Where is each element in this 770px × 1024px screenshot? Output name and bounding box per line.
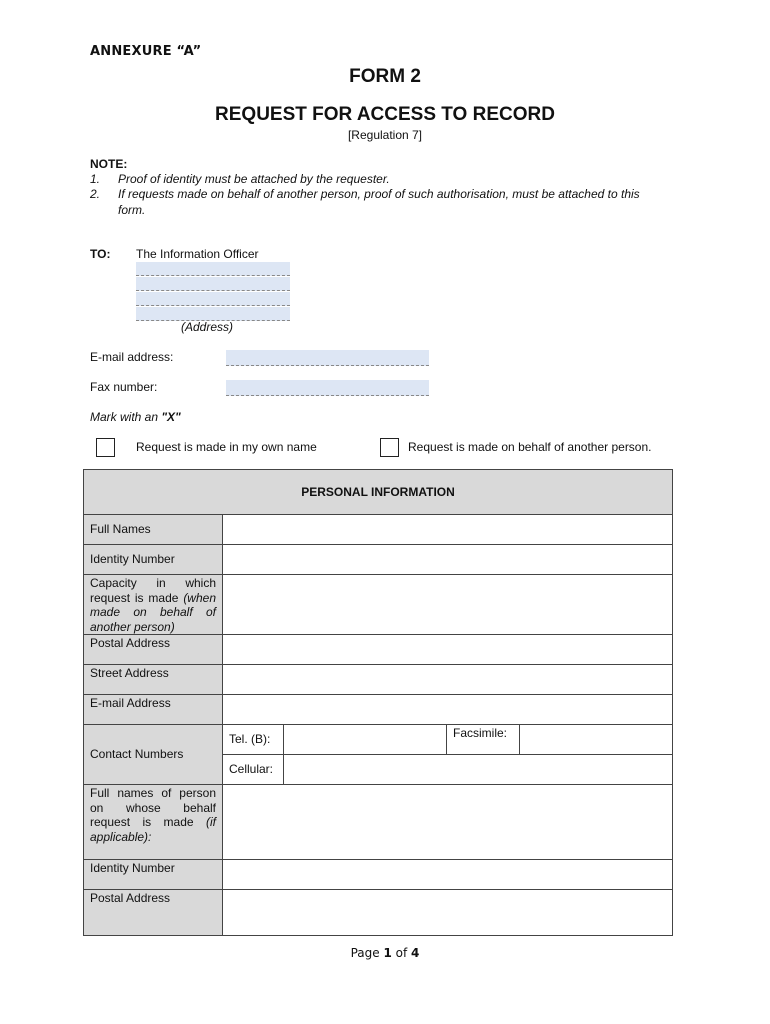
form-number: FORM 2: [349, 66, 421, 87]
capacity-label: [84, 575, 223, 635]
street-address-label: Street Address: [84, 665, 223, 695]
page-total: 4: [411, 946, 420, 960]
note-number: 1.: [90, 172, 101, 186]
own-name-checkbox[interactable]: [96, 438, 115, 457]
personal-information-table: [83, 469, 673, 936]
to-label: TO:: [90, 247, 111, 261]
postal-address-input[interactable]: [223, 635, 673, 665]
page-title: REQUEST FOR ACCESS TO RECORD: [215, 104, 555, 125]
street-address-input[interactable]: [223, 665, 673, 695]
fax-label: Fax number:: [90, 380, 158, 394]
capacity-input[interactable]: [223, 575, 673, 635]
page-of: of: [391, 946, 412, 960]
behalf-names-text: Full names of person on whose behalf request is made: [90, 786, 216, 829]
identity-number-label: Identity Number: [84, 545, 223, 575]
facsimile-input[interactable]: [520, 725, 673, 755]
postal-address-2-input[interactable]: [223, 890, 673, 936]
mark-instruction: [90, 410, 181, 424]
behalf-checkbox[interactable]: [380, 438, 399, 457]
behalf-names-input[interactable]: [223, 785, 673, 860]
capacity-label-note: (when made on behalf of another person): [90, 590, 216, 634]
email-address-input[interactable]: [223, 695, 673, 725]
note-text: If requests made on behalf of another person, proof of such authorisation, must be attached to this: [118, 187, 640, 201]
fax-field[interactable]: [226, 380, 429, 396]
regulation-reference: [Regulation 7]: [347, 128, 423, 142]
page-number: 1: [383, 946, 392, 960]
note-heading: NOTE:: [90, 157, 128, 171]
page-footer: [0, 946, 770, 960]
capacity-label-text: Capacity in which request is made: [90, 576, 216, 605]
note-item-2-cont: [90, 203, 145, 217]
address-line-2-input[interactable]: [136, 277, 290, 291]
email-field[interactable]: [226, 350, 429, 366]
identity-number-2-label: Identity Number: [84, 860, 223, 890]
postal-address-2-label: Postal Address: [84, 890, 223, 936]
identity-number-input[interactable]: [223, 545, 673, 575]
note-text: Proof of identity must be attached by the requester.: [118, 172, 390, 186]
cellular-label: Cellular:: [223, 755, 284, 785]
note-number: 2.: [90, 187, 101, 201]
mark-symbol: "X": [161, 410, 181, 424]
behalf-names-note: (if applicable):: [90, 815, 216, 844]
full-names-input[interactable]: [223, 515, 673, 545]
behalf-label: Request is made on behalf of another person.: [408, 440, 652, 454]
annexure-label: ANNEXURE “A”: [90, 44, 202, 59]
facsimile-label: Facsimile:: [447, 725, 520, 755]
personal-info-heading: PERSONAL INFORMATION: [84, 470, 673, 515]
behalf-names-label: [84, 785, 223, 860]
full-names-label: Full Names: [84, 515, 223, 545]
address-line-4-input[interactable]: [136, 307, 290, 321]
cellular-input[interactable]: [284, 755, 673, 785]
email-label: E-mail address:: [90, 350, 174, 364]
postal-address-label: Postal Address: [84, 635, 223, 665]
note-item-2: [90, 187, 640, 201]
email-address-label: E-mail Address: [84, 695, 223, 725]
identity-number-2-input[interactable]: [223, 860, 673, 890]
to-recipient: The Information Officer: [136, 247, 259, 261]
own-name-label: Request is made in my own name: [136, 440, 317, 454]
address-line-3-input[interactable]: [136, 292, 290, 306]
tel-b-input[interactable]: [284, 725, 447, 755]
note-item-1: [90, 172, 390, 186]
address-caption: (Address): [181, 320, 234, 334]
tel-b-label: Tel. (B):: [223, 725, 284, 755]
mark-prefix: Mark with an: [90, 410, 162, 424]
contact-numbers-label: Contact Numbers: [84, 725, 223, 785]
note-text: form.: [118, 203, 146, 217]
page-prefix: Page: [350, 946, 384, 960]
address-line-1-input[interactable]: [136, 262, 290, 276]
